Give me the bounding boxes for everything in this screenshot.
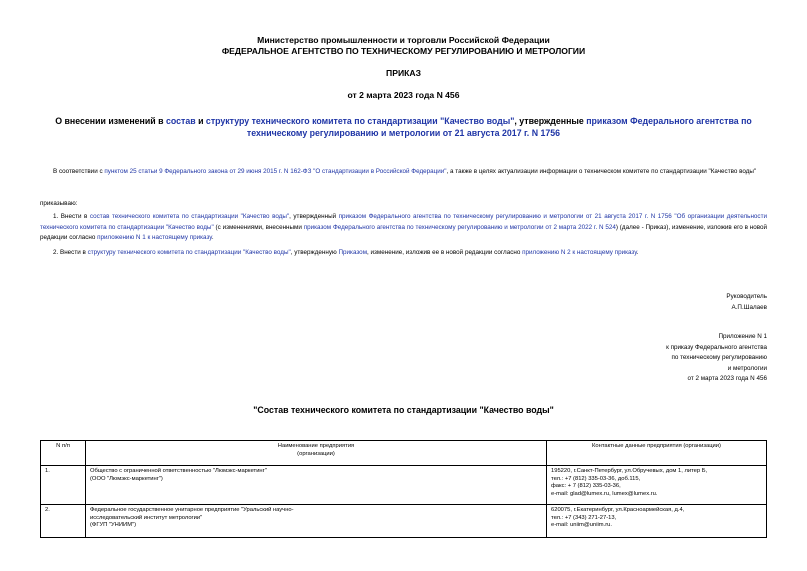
cell-line: тел.: +7 (343) 271-27-13, bbox=[551, 514, 617, 521]
header-name-line: Наименование предприятия bbox=[277, 443, 355, 449]
paragraph-item-2 bbox=[40, 248, 767, 259]
cell-line: (ФГУП "УНИИМ") bbox=[90, 522, 137, 529]
cell-line: 620075, г.Екатеринбург, ул.Красноармейская, д.4, bbox=[551, 507, 685, 513]
paragraph-preamble bbox=[40, 167, 767, 178]
cell-contacts bbox=[547, 466, 767, 505]
item-text: (с изменениями, внесенными bbox=[213, 223, 304, 231]
link-order[interactable]: Приказом bbox=[338, 249, 368, 256]
link-appendix-1[interactable]: приложению N 1 к настоящему приказу bbox=[97, 234, 212, 241]
title-text: и bbox=[195, 116, 206, 126]
item-text: 1. Внести в bbox=[53, 213, 90, 220]
signature-name: А.П.Шалаев bbox=[731, 303, 767, 311]
appendix-line: к приказу Федерального агентства bbox=[666, 343, 767, 351]
cell-line: тел.: +7 (812) 335-03-36, доб.115, bbox=[551, 475, 641, 482]
appendix-line: от 2 марта 2023 года N 456 bbox=[687, 375, 767, 382]
header-name-line: (организации) bbox=[297, 450, 335, 457]
cell-num: 2. bbox=[41, 505, 86, 538]
item-text: ) (далее - Приказ), изменение, изложив его в новой редакции согласно bbox=[40, 223, 768, 241]
agency-heading: ФЕДЕРАЛЬНОЕ АГЕНТСТВО ПО ТЕХНИЧЕСКОМУ РЕГУЛИРОВАНИЮ И МЕТРОЛОГИИ bbox=[221, 46, 586, 56]
document-date-number: от 2 марта 2023 года N 456 bbox=[347, 90, 460, 100]
title-text: , утвержденные bbox=[514, 116, 587, 126]
appendix-line: Приложение N 1 bbox=[718, 333, 767, 340]
header-num: N п/п bbox=[41, 441, 86, 466]
cell-contacts bbox=[547, 505, 767, 538]
cell-line: (ООО "Люмэкс-маркетинг") bbox=[90, 475, 163, 482]
signature-position: Руководитель bbox=[726, 293, 767, 300]
item-text: . bbox=[636, 249, 639, 256]
link-committee-composition[interactable]: состав технического комитета по стандартизации "Качество воды" bbox=[89, 213, 290, 220]
link-order-524[interactable]: приказом Федерального агентства по техническому регулированию и метрологии от 2 марта 2022 г. N 524 bbox=[303, 223, 616, 231]
title-link-composition[interactable]: состав bbox=[165, 116, 196, 126]
item-text: , изменение, изложив ее в новой редакции согласно bbox=[367, 249, 523, 256]
cell-line: Федеральное государственное унитарное предприятие "Уральский научно- bbox=[90, 507, 294, 513]
preamble-text: В соответствии с bbox=[53, 168, 105, 175]
title-link-order-1756[interactable]: приказом Федерального агентства по техническому регулированию и метрологии от 21 августа 2017 г. N 1756 bbox=[246, 116, 752, 138]
link-committee-structure[interactable]: структуру технического комитета по стандартизации "Качество воды" bbox=[87, 249, 291, 256]
document-type-heading: ПРИКАЗ bbox=[386, 68, 421, 78]
cell-line: 195220, г.Санкт-Петербург, ул.Обручевых, дом 1, литер Б, bbox=[551, 468, 708, 474]
table-header-row bbox=[41, 441, 767, 466]
item-text: . bbox=[211, 234, 214, 241]
paragraph-item-1 bbox=[40, 212, 767, 244]
preamble-text: , а также в целях актуализации информации о техническом комитете по стандартизации "Качество воды" bbox=[446, 168, 757, 175]
ministry-heading: Министерство промышленности и торговли Российской Федерации bbox=[257, 35, 550, 45]
table-title: "Состав технического комитета по стандартизации "Качество воды" bbox=[253, 405, 554, 415]
title-text: О внесении изменений в bbox=[55, 116, 166, 126]
link-appendix-2[interactable]: приложению N 2 к настоящему приказу bbox=[522, 249, 637, 256]
cell-num: 1. bbox=[41, 466, 86, 505]
table-row bbox=[41, 505, 767, 538]
cell-line: e-mail: glad@lumex.ru, lumex@lumex.ru. bbox=[551, 490, 658, 497]
appendix-block bbox=[666, 332, 767, 385]
table-row bbox=[41, 466, 767, 505]
link-order-1756[interactable]: приказом Федерального агентства по техническому регулированию и метрологии от 21 августа 2017 г. N 1756 "Об организации деятельности технического комитета по стандартизации "Качество воды" bbox=[40, 213, 767, 231]
header-name bbox=[86, 441, 547, 466]
cell-line: исследовательский институт метрологии" bbox=[90, 514, 203, 521]
appendix-line: по техническому регулированию bbox=[671, 354, 767, 361]
item-text: 2. Внести в bbox=[53, 249, 88, 256]
signature-block bbox=[726, 292, 767, 313]
title-link-structure[interactable]: структуру технического комитета по стандартизации "Качество воды" bbox=[205, 116, 515, 126]
cell-line: e-mail: uniim@uniim.ru. bbox=[551, 522, 612, 529]
item-text: , утвержденный bbox=[289, 213, 339, 220]
item-text: , утвержденную bbox=[290, 249, 339, 256]
document-title bbox=[40, 115, 767, 139]
cell-name bbox=[86, 466, 547, 505]
header-contacts: Контактные данные предприятия (организации) bbox=[547, 441, 767, 466]
link-federal-law[interactable]: пунктом 25 статьи 9 Федерального закона от 29 июня 2015 г. N 162-ФЗ "О стандартизации в Российской Федерации" bbox=[104, 168, 447, 175]
cell-line: Общество с ограниченной ответственностью "Люмэкс-маркетинг" bbox=[90, 468, 267, 474]
cell-line: факс: + 7 (812) 335-03-36, bbox=[551, 483, 621, 490]
cell-name bbox=[86, 505, 547, 538]
appendix-line: и метрологии bbox=[727, 364, 767, 372]
committee-table bbox=[40, 440, 767, 538]
paragraph-order-word: приказываю: bbox=[40, 200, 78, 207]
